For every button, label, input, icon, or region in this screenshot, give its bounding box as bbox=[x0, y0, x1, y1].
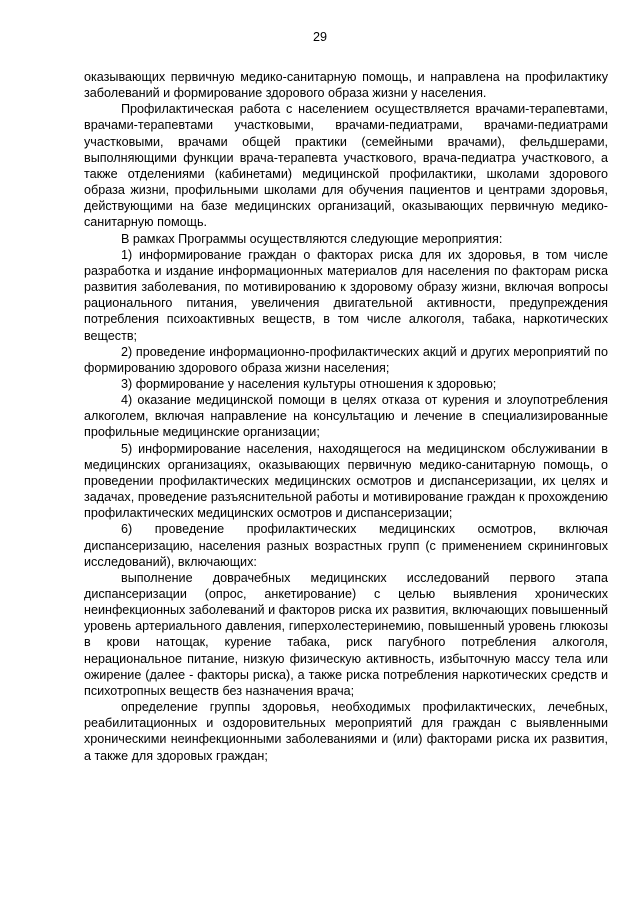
sub-item-screening: выполнение доврачебных медицинских исследований первого этапа диспансеризации (опрос, анкетирование) с целью выявления хронических неинфекционных заболеваний и факторов риска их развития, включающих повышенный уровень артериального давления, гиперхолестеринемию, повышенный уровень глюкозы в крови натощак, курение табака, риск пагубного потребления алкоголя, нерациональное питание, низкую физическую активность, избыточную массу тела или ожирение (далее - факторы риска), а также риска потребления наркотических средств и психотропных веществ без назначения врача; bbox=[84, 570, 608, 698]
list-item-3: 3) формирование у населения культуры отношения к здоровью; bbox=[121, 376, 497, 391]
paragraph-continuation: оказывающих первичную медико-санитарную помощь, и направлена на профилактику заболеваний и формирование здорового образа жизни у населения. bbox=[84, 70, 608, 101]
list-item-1: 1) информирование граждан о факторах риска для их здоровья, в том числе разработка и издание информационных материалов для населения по факторам риска развития заболевания, по мотивированию к здоровому образу жизни, включая вопросы рационального питания, увеличения двигательной активности, предупреждения потребления психоактивных веществ, в том числе алкоголя, табака, наркотических веществ; bbox=[84, 247, 608, 343]
sub-item-health-group: определение группы здоровья, необходимых профилактических, лечебных, реабилитационных и оздоровительных мероприятий для граждан с выявленными хроническими неинфекционными заболеваниями и (или) факторами риска их развития, а также для здоровых граждан; bbox=[84, 700, 608, 763]
list-item-4: 4) оказание медицинской помощи в целях отказа от курения и злоупотребления алкоголем, включая направление на консультацию и лечение в специализированные профильные медицинские организации; bbox=[84, 393, 608, 440]
page-number: 29 bbox=[312, 30, 327, 44]
list-item-2: 2) проведение информационно-профилактических акций и других мероприятий по формированию здорового образа жизни населения; bbox=[84, 344, 608, 375]
paragraph-measures-intro: В рамках Программы осуществляются следующие мероприятия: bbox=[121, 231, 503, 246]
list-item-6: 6) проведение профилактических медицинских осмотров, включая диспансеризацию, населения разных возрастных групп (с применением скрининговых исследований), включающих: bbox=[84, 522, 608, 569]
body-text bbox=[84, 69, 608, 764]
paragraph-prevention-staff: Профилактическая работа с населением осуществляется врачами-терапевтами, врачами-терапевтами участковыми, врачами-педиатрами, врачами-педиатрами участковыми, врачами общей практики (семейными врачами), фельдшерами, выполняющими функции врача-терапевта участкового, врача-педиатра участкового, а также отделениями (кабинетами) медицинской профилактики, школами здорового образа жизни, профильными школами для обучения пациентов и центрами здоровья, действующими на базе медицинских организаций, оказывающих первичную медико-санитарную помощь. bbox=[84, 102, 608, 230]
list-item-5: 5) информирование населения, находящегося на медицинском обслуживании в медицинских организациях, оказывающих первичную медико-санитарную помощь, о проведении профилактических медицинских осмотров и диспансеризации, их целях и задачах, проведение разъяснительной работы и мотивирование граждан к прохождению профилактических медицинских осмотров и диспансеризации; bbox=[84, 441, 608, 521]
